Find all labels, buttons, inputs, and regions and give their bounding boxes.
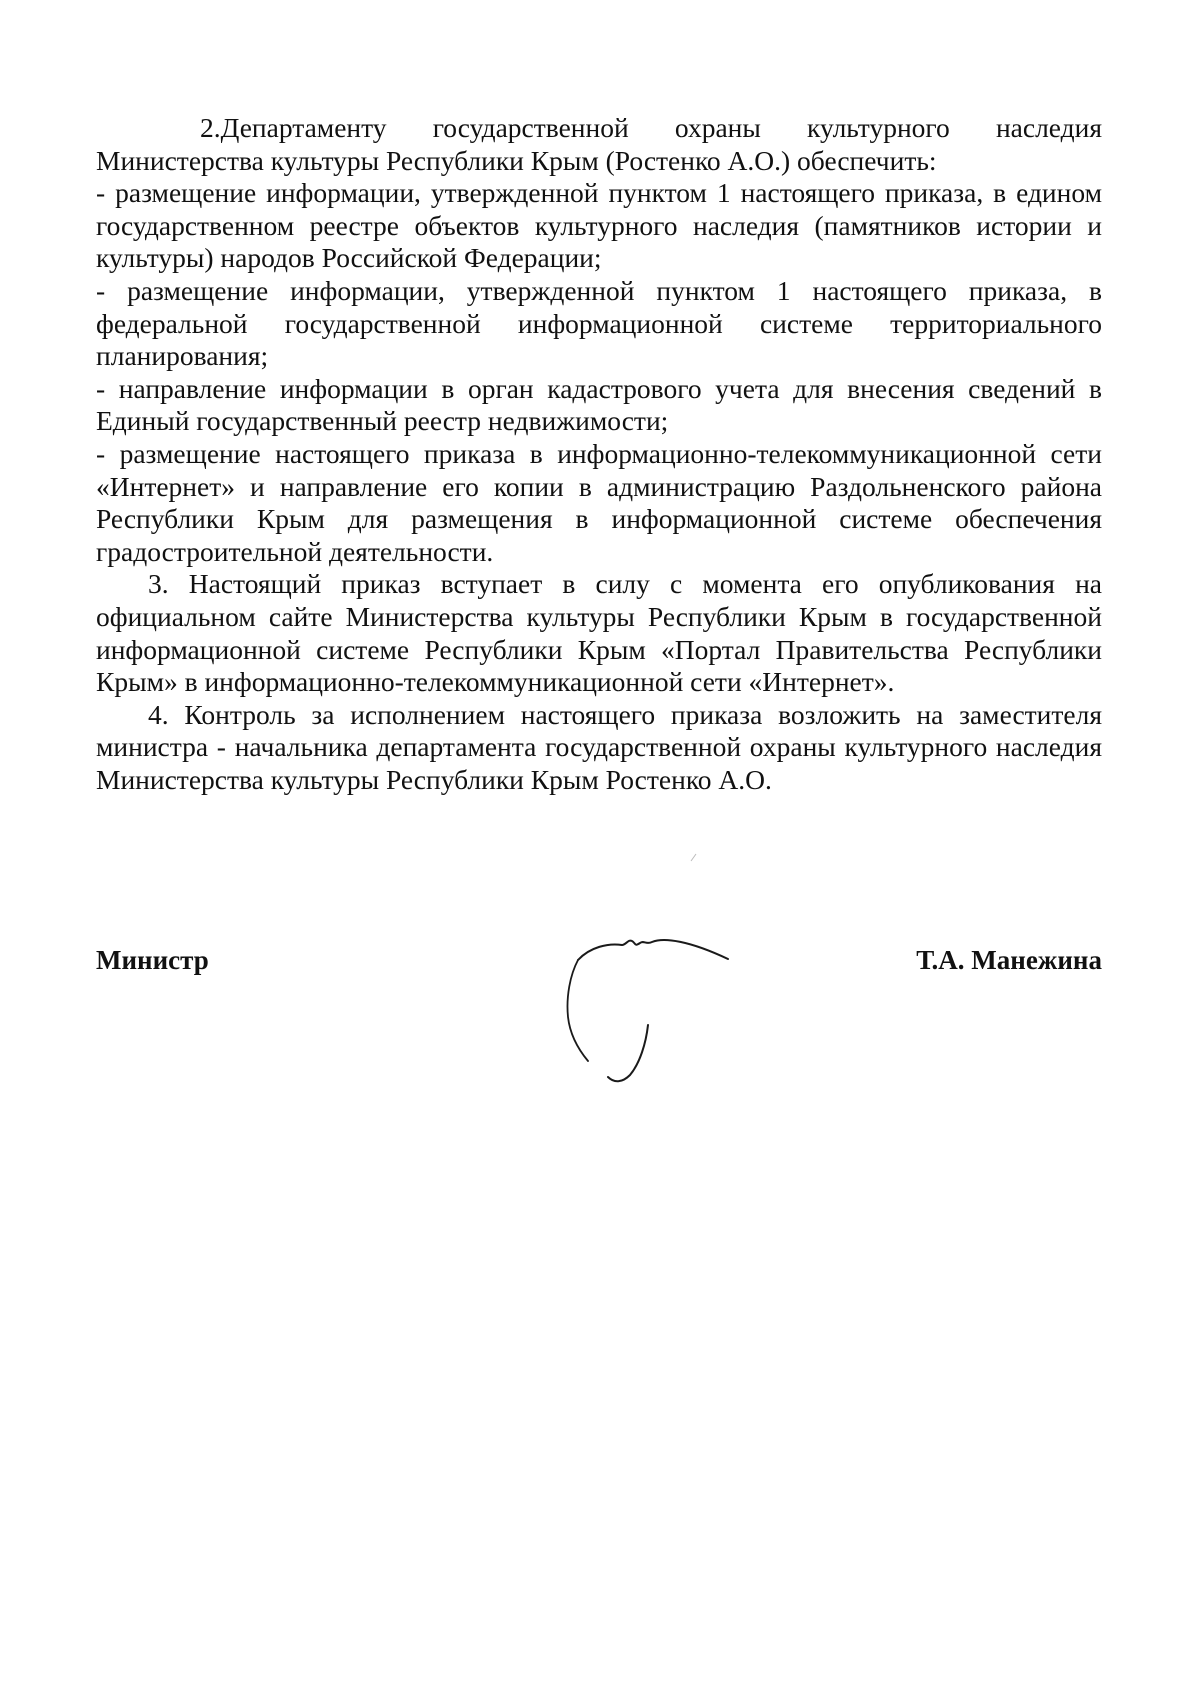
bullet-4: - размещение настоящего приказа в информационно-телекоммуникационной сети «Интернет» и направление его копии в администрацию Раздольненского района Республики Крым для размещения в информационной системе обеспечения градостроительной деятельности.: [96, 437, 1102, 567]
scan-speck: [690, 852, 698, 862]
paragraph-4: 4. Контроль за исполнением настоящего приказа возложить на заместителя министра - начальника департамента государственной охраны культурного наследия Министерства культуры Республики Крым Ростенко А.О.: [96, 698, 1102, 795]
bullet-1: - размещение информации, утвержденной пунктом 1 настоящего приказа, в едином государственном реестре объектов культурного наследия (памятников истории и культуры) народов Российской Федерации;: [96, 177, 1102, 274]
bullet-3: - направление информации в орган кадастрового учета для внесения сведений в Единый государственный реестр недвижимости;: [96, 372, 1102, 437]
bullet-2: - размещение информации, утвержденной пунктом 1 настоящего приказа, в федеральной государственной информационной системе территориального планирования;: [96, 274, 1102, 372]
signatory-name: Т.А. Манежина: [916, 945, 1102, 975]
signatory-title: Министр: [96, 945, 209, 975]
order-body: [96, 112, 1102, 796]
paragraph-2-number: 2.: [200, 112, 221, 143]
handwritten-signature: [560, 925, 750, 1085]
paragraph-3: 3. Настоящий приказ вступает в силу с момента его опубликования на официальном сайте Министерства культуры Республики Крым в государственной информационной системе Республики Крым «Портал Правительства Республики Крым» в информационно-телекоммуникационной сети «Интернет».: [96, 568, 1102, 698]
paragraph-2: [96, 112, 1102, 177]
paragraph-2-text: Департаменту государственной охраны культурного наследия Министерства культуры Республики Крым (Ростенко А.О.) обеспечить:: [96, 112, 1102, 176]
